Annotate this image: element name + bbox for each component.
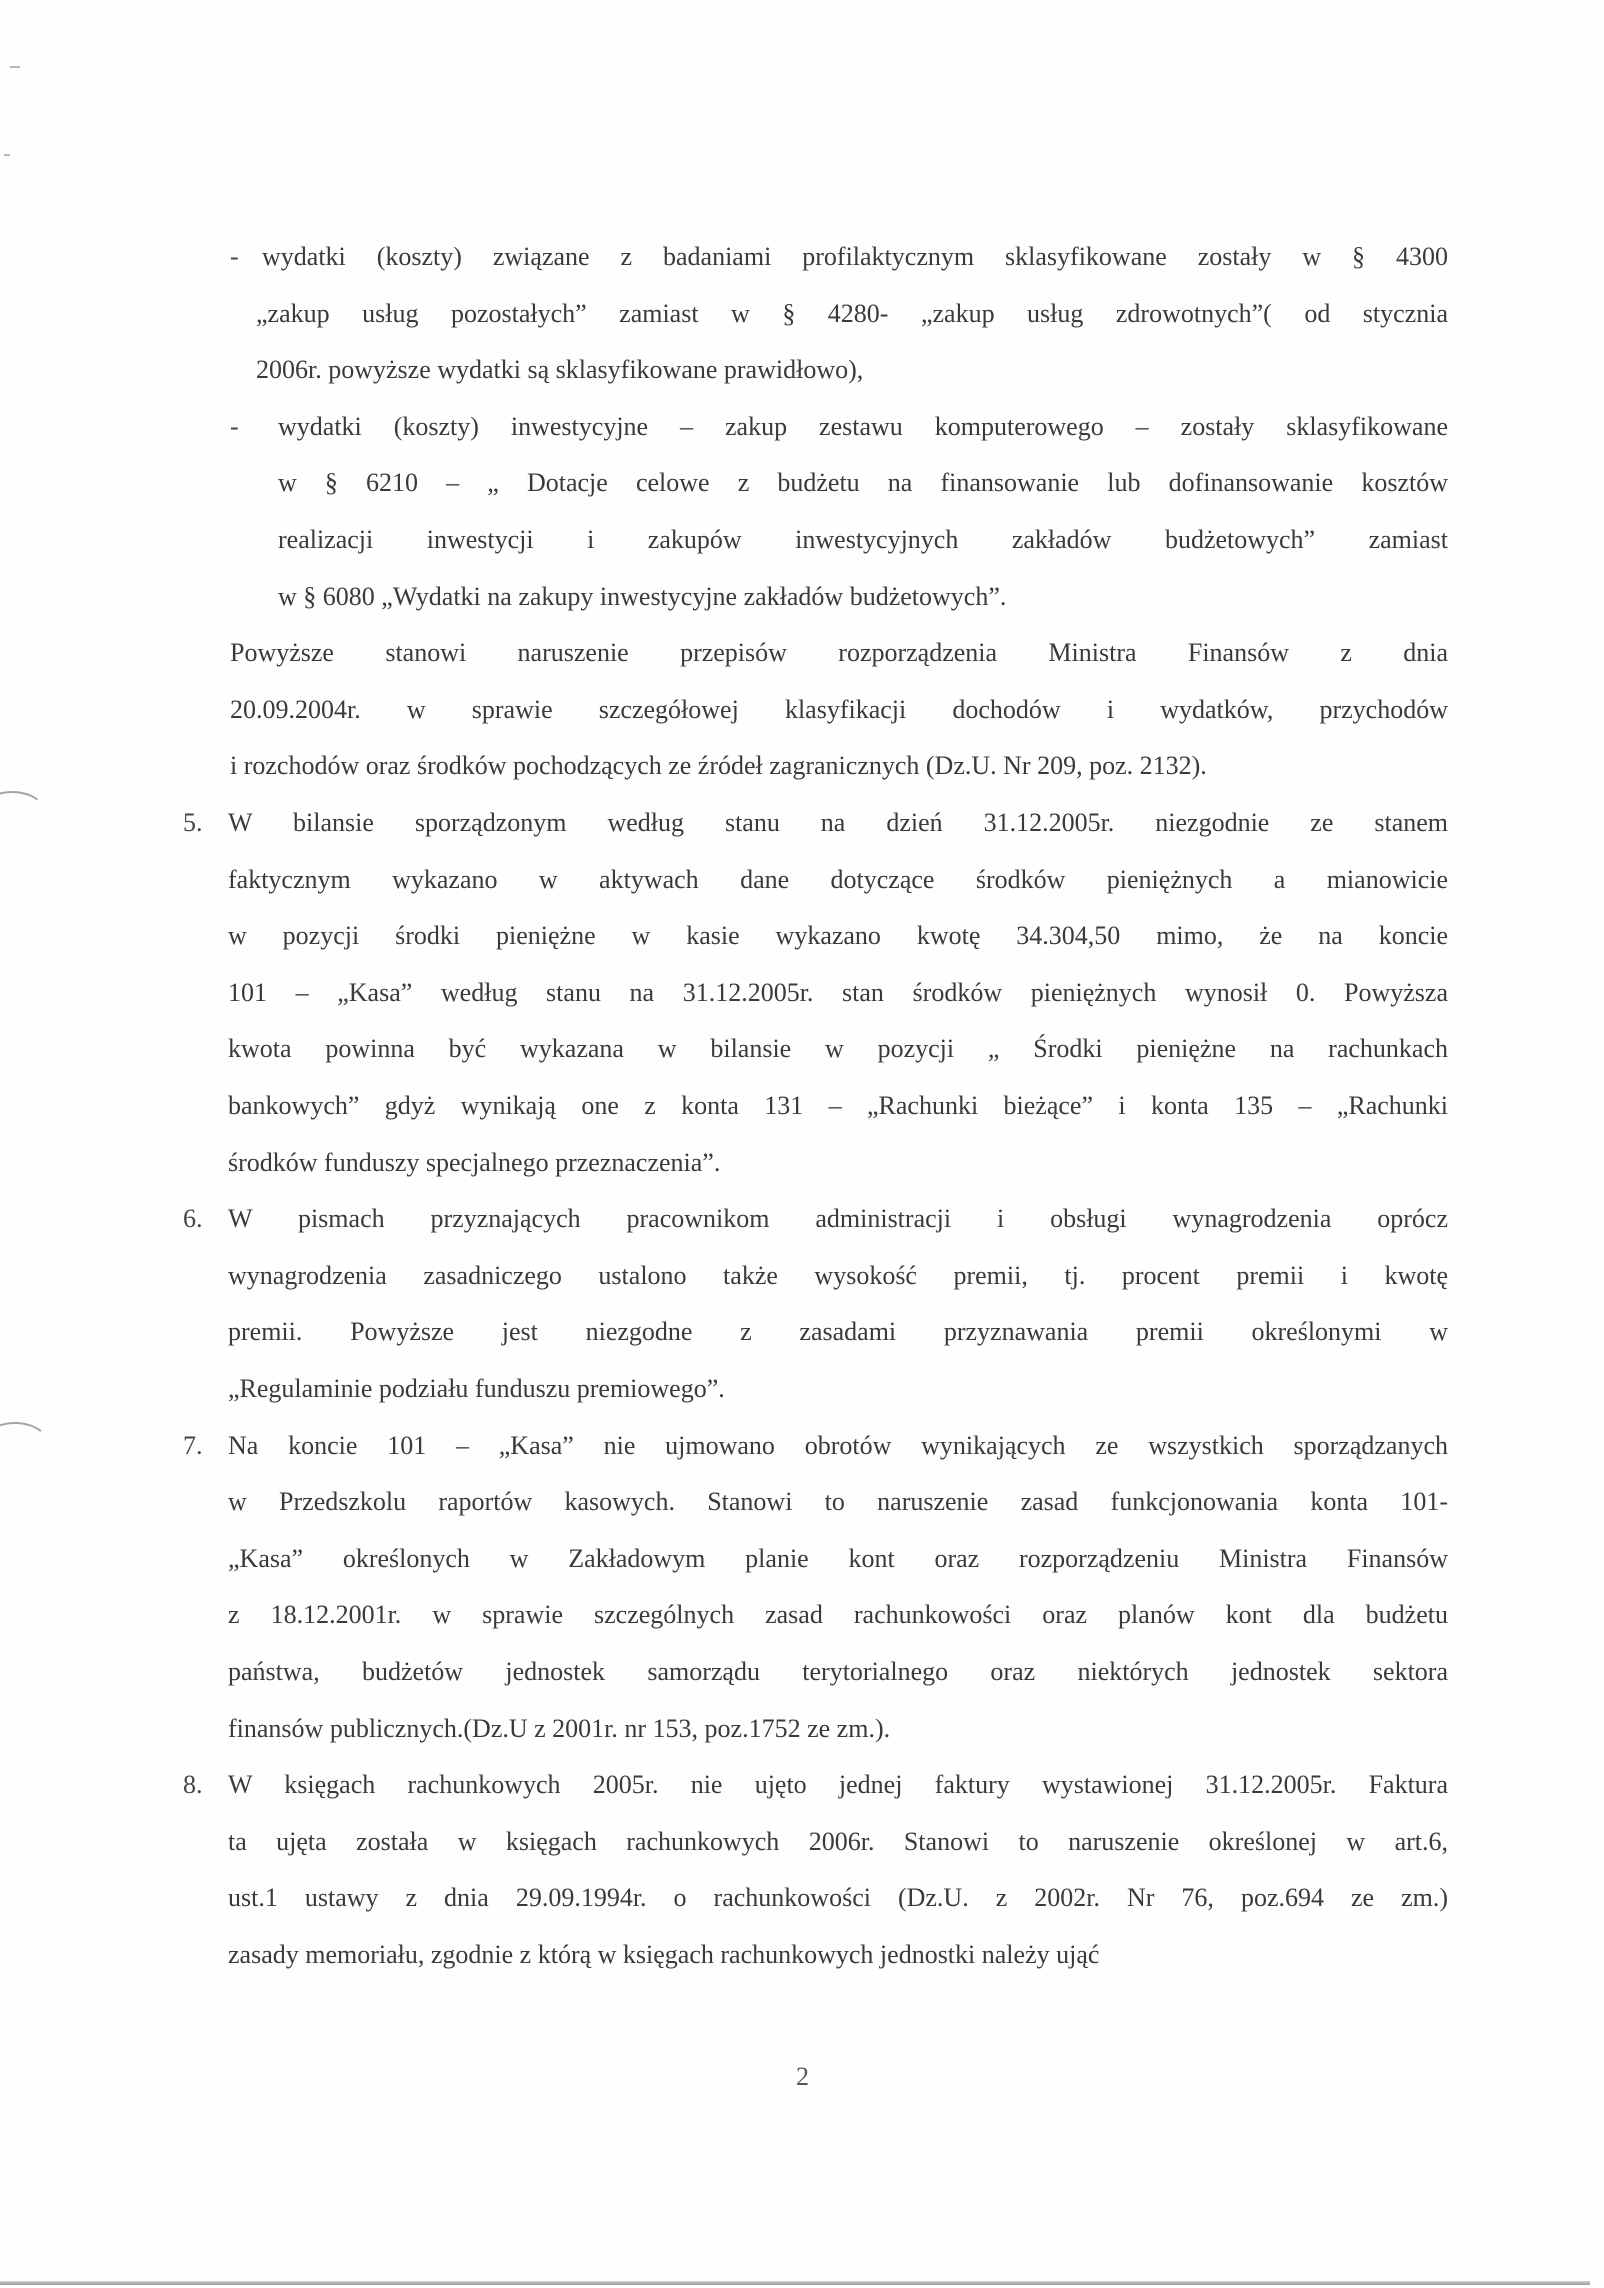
text-line: kwota powinna być wykazana w bilansie w pozycji „ Środki pieniężne na rachunkach	[228, 1034, 1448, 1064]
text-line: W bilansie sporządzonym według stanu na dzień 31.12.2005r. niezgodnie ze stanem	[228, 808, 1448, 837]
text-line: wydatki (koszty) inwestycyjne – zakup zestawu komputerowego – zostały sklasyfikowane	[278, 411, 1448, 441]
text-line: zasady memoriału, zgodnie z którą w księgach rachunkowych jednostki należy ująć	[228, 1940, 1100, 1969]
text-line: W księgach rachunkowych 2005r. nie ujęto jednej faktury wystawionej 31.12.2005r. Faktura	[228, 1770, 1448, 1800]
text-line: „Kasa” określonych w Zakładowym planie kont oraz rozporządzeniu Ministra Finansów	[228, 1543, 1448, 1573]
text-line: realizacji inwestycji i zakupów inwestycyjnych zakładów budżetowych” zamiast	[278, 525, 1448, 554]
scan-speck	[10, 66, 20, 68]
text-line: z 18.12.2001r. w sprawie szczególnych zasad rachunkowości oraz planów kont dla budżetu	[228, 1600, 1448, 1630]
text-line: ust.1 ustawy z dnia 29.09.1994r. o rachunkowości (Dz.U. z 2002r. Nr 76, poz.694 ze zm.)	[228, 1883, 1448, 1913]
text-line: wynagrodzenia zasadniczego ustalono także wysokość premii, tj. procent premii i kwotę	[228, 1260, 1448, 1290]
text-line: w § 6080 „Wydatki na zakupy inwestycyjne zakładów budżetowych”.	[278, 581, 1007, 611]
text-line: 20.09.2004r. w sprawie szczegółowej klasyfikacji dochodów i wydatków, przychodów	[230, 694, 1448, 724]
list-dash-marker: -	[230, 411, 239, 441]
scan-bottom-edge	[0, 2281, 1590, 2285]
text-line: i rozchodów oraz środków pochodzących ze źródeł zagranicznych (Dz.U. Nr 209, poz. 2132).	[230, 751, 1207, 781]
text-line: premii. Powyższe jest niezgodne z zasadami przyznawania premii określonymi w	[228, 1317, 1448, 1347]
text-line: ta ujęta została w księgach rachunkowych 2006r. Stanowi to naruszenie określonej w art.6,	[228, 1826, 1448, 1856]
text-line: Powyższe stanowi naruszenie przepisów rozporządzenia Ministra Finansów z dnia	[230, 638, 1448, 668]
text-line: „zakup usług pozostałych” zamiast w § 4280- „zakup usług zdrowotnych”( od stycznia	[256, 298, 1448, 328]
text-line: faktycznym wykazano w aktywach dane dotyczące środków pieniężnych a mianowicie	[228, 864, 1448, 894]
text-line: „Regulaminie podziału funduszu premiowego”.	[228, 1374, 725, 1403]
hole-punch-mark	[0, 1422, 50, 1470]
text-line: finansów publicznych.(Dz.U z 2001r. nr 153, poz.1752 ze zm.).	[228, 1713, 891, 1743]
text-line: środków funduszy specjalnego przeznaczenia”.	[228, 1147, 721, 1177]
text-line: w Przedszkolu raportów kasowych. Stanowi to naruszenie zasad funkcjonowania konta 101-	[228, 1487, 1448, 1517]
text-line: w § 6210 – „ Dotacje celowe z budżetu na finansowanie lub dofinansowanie kosztów	[278, 468, 1448, 498]
scan-speck	[4, 154, 10, 156]
text-line: bankowych” gdyż wynikają one z konta 131 – „Rachunki bieżące” i konta 135 – „Rachunki	[228, 1091, 1448, 1120]
text-line: wydatki (koszty) związane z badaniami profilaktycznym sklasyfikowane zostały w § 4300	[262, 242, 1448, 271]
list-number-marker: 8.	[183, 1770, 203, 1800]
text-line: w pozycji środki pieniężne w kasie wykazano kwotę 34.304,50 mimo, że na koncie	[228, 921, 1448, 951]
list-number-marker: 5.	[183, 808, 203, 837]
hole-punch-mark	[0, 791, 46, 835]
text-line: państwa, budżetów jednostek samorządu terytorialnego oraz niektórych jednostek sektora	[228, 1657, 1448, 1686]
list-number-marker: 6.	[183, 1204, 203, 1234]
text-line: Na koncie 101 – „Kasa” nie ujmowano obrotów wynikających ze wszystkich sporządzanych	[228, 1430, 1448, 1460]
list-number-marker: 7.	[183, 1430, 203, 1460]
text-line: 2006r. powyższe wydatki są sklasyfikowane prawidłowo),	[256, 355, 864, 385]
page-number: 2	[796, 2062, 809, 2091]
list-dash-marker: -	[230, 242, 239, 271]
text-line: 101 – „Kasa” według stanu na 31.12.2005r. stan środków pieniężnych wynosił 0. Powyższa	[228, 977, 1448, 1007]
text-line: W pismach przyznających pracownikom administracji i obsługi wynagrodzenia oprócz	[228, 1204, 1448, 1234]
